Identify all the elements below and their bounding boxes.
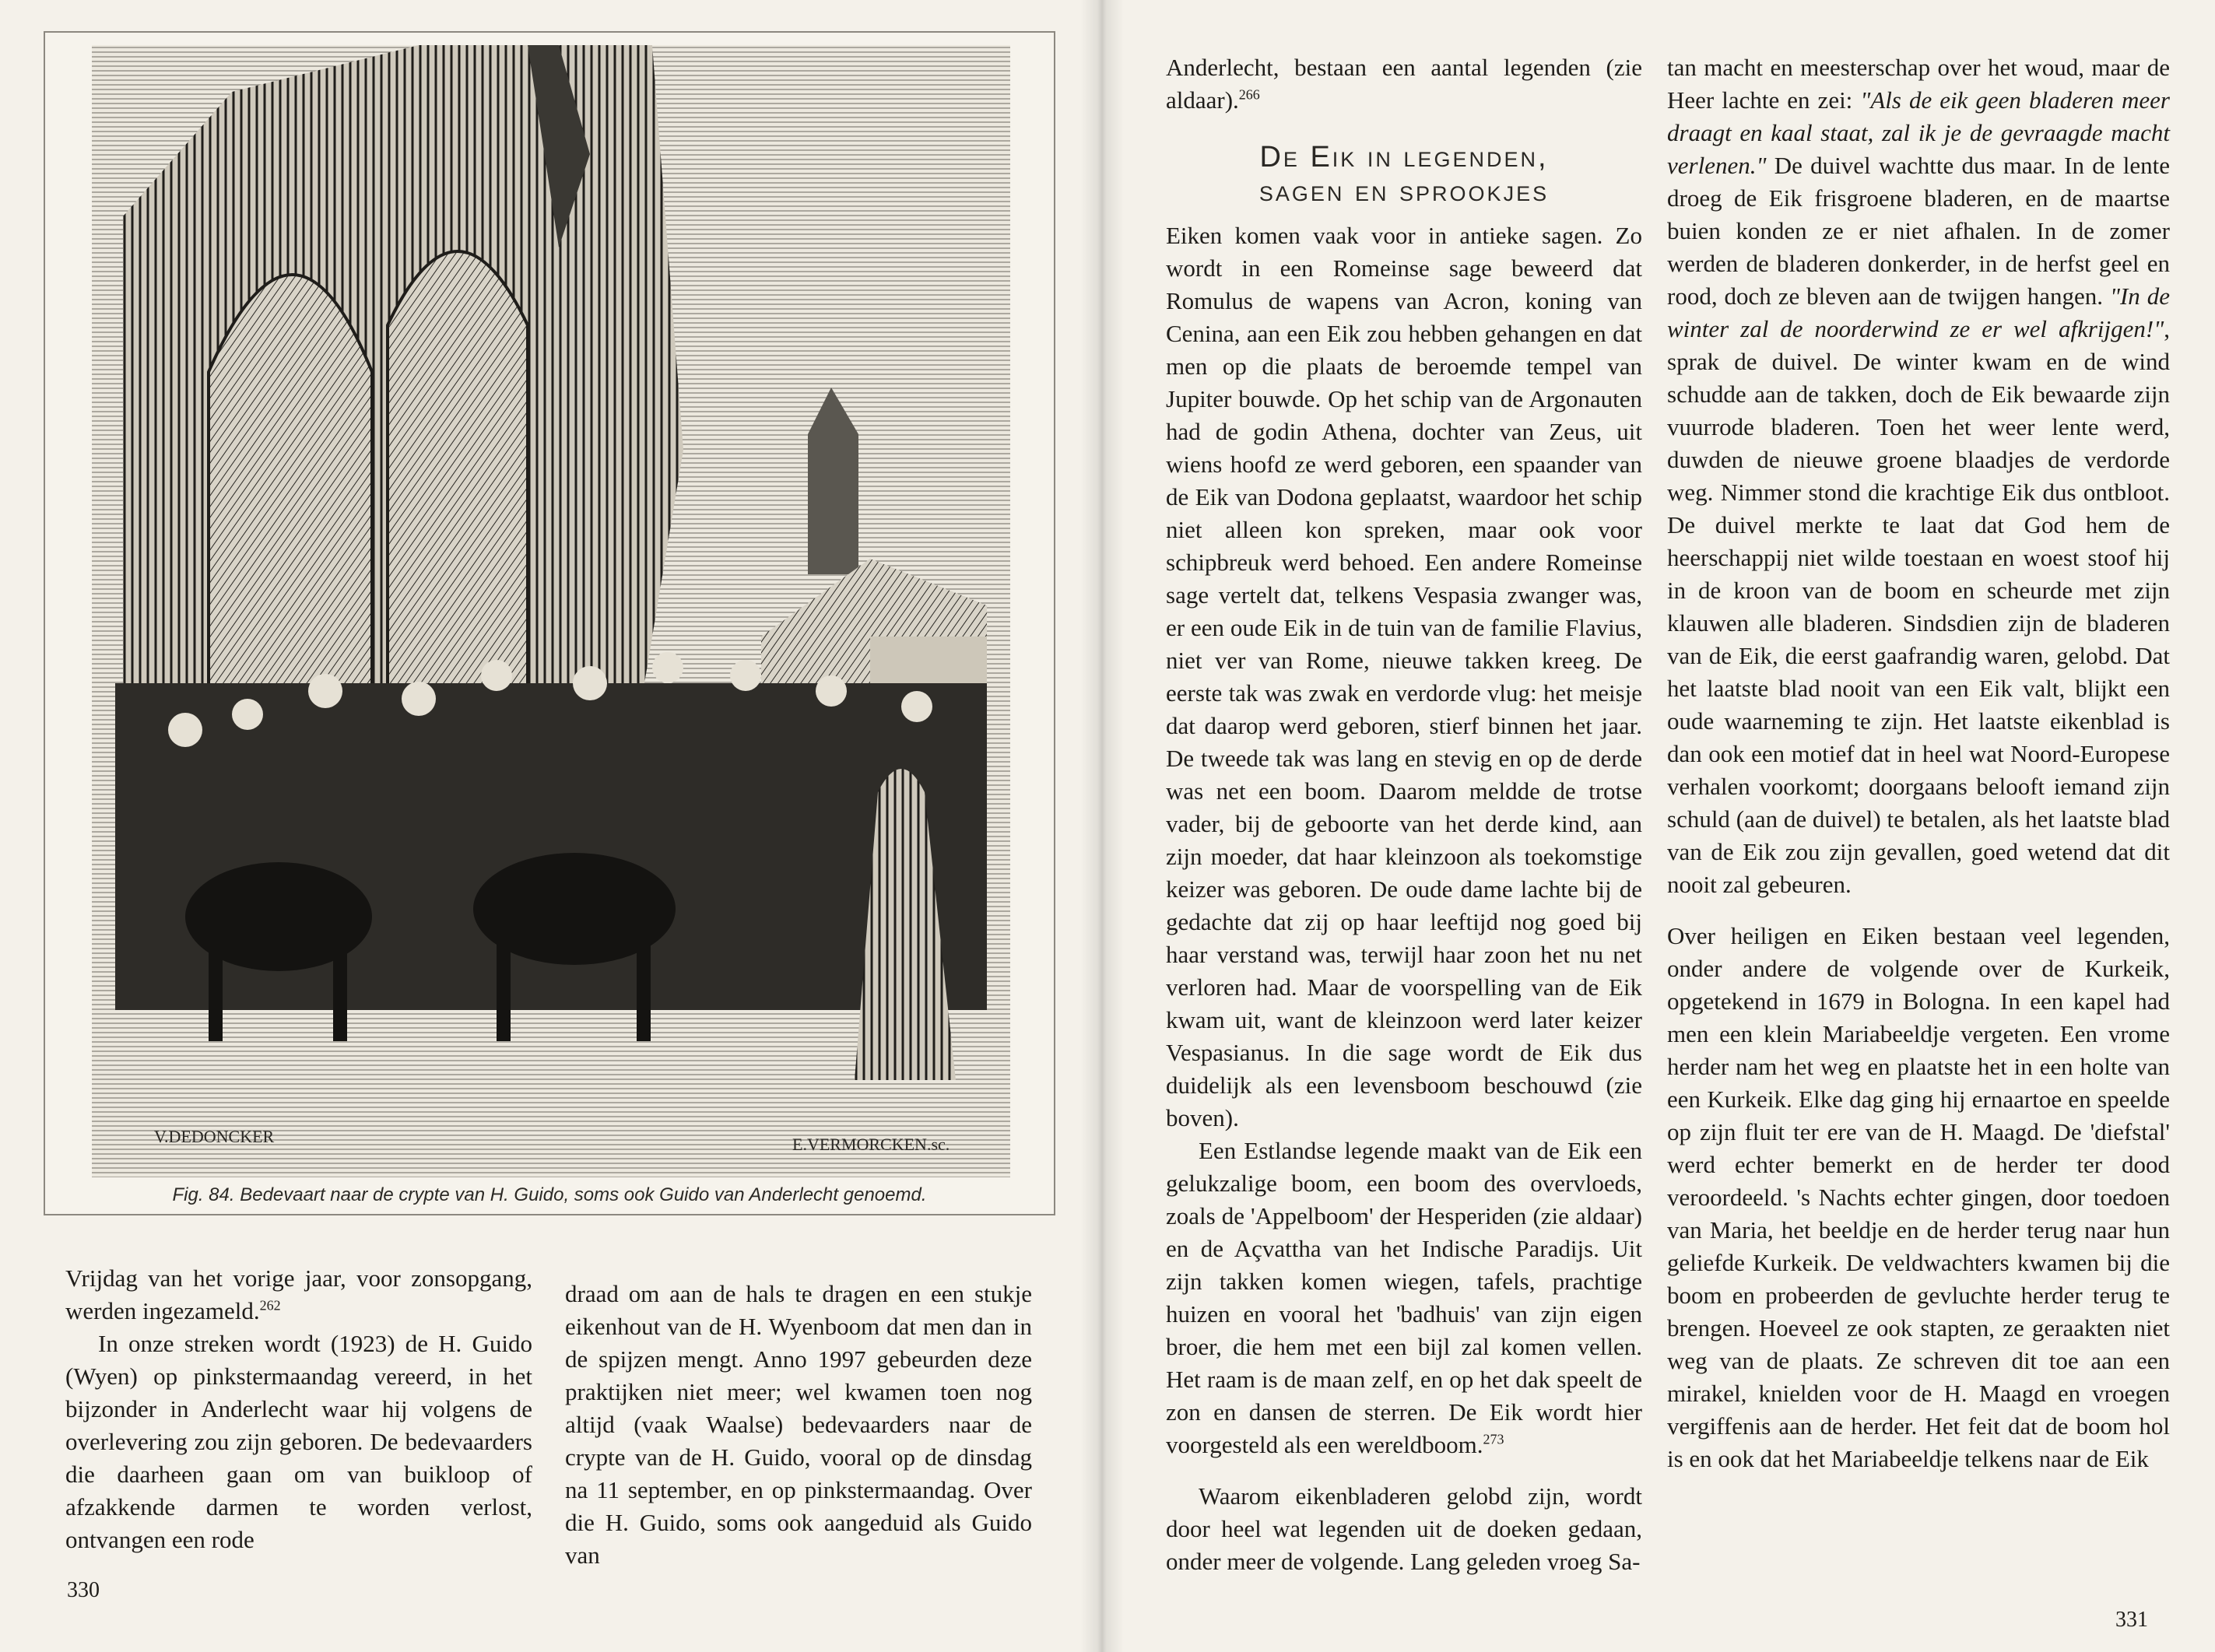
right-column-2 (1667, 51, 2170, 1475)
paragraph: tan macht en meesterschap over het woud, maar de Heer lachte en zei: "Als de eik geen bladeren meer draagt en kaal staat, zal ik je de gevraagde macht verlenen." De duivel wachtte dus maar. In de lente droeg de Eik frisgroene bladeren, en de maartse buien konden ze er niet afhalen. In de zomer werden de bladeren donkerder, in de herfst geel en rood, doch ze bleven aan de twijgen hangen. "In de winter zal de noorderwind ze er wel afkrijgen!", sprak de duivel. De winter kwam en de wind schudde aan de takken, doch de Eik bewaarde zijn vuurrode bladeren. Toen het weer lente werd, duwden de nieuwe groene blaadjes de verdorde weg. Nimmer stond die krachtige Eik dus ontbloot. De duivel merkte te laat dat God hem de heerschappij niet wilde toestaan en woest stoof hij in de kroon van de boom en scheurde met zijn klauwen alle bladeren. Sindsdien zijn de bladeren van de Eik, die eerst gaafrandig waren, gelobd. Dat het laatste blad nooit van een Eik valt, blijkt een oude waarneming te zijn. Het laatste eikenblad is dan ook een motief dat in heel wat Noord-Europese verhalen voorkomt; doorgaans belooft iemand zijn schuld (aan de duivel) te betalen, als het laatste blad van de Eik zou zijn gevallen, goed wetend dat dit nooit zal gebeuren. (1667, 54, 2170, 898)
paragraph: Waarom eikenbladeren gelobd zijn, wordt door heel wat legenden uit de doeken gedaan, onder meer de volgende. Lang geleden vroeg Sa- (1166, 1482, 1642, 1575)
left-page (0, 0, 1099, 1652)
paragraph: Een Estlandse legende maakt van de Eik een gelukzalige boom, een boom des overvloeds, zoals de 'Appelboom' der Hesperiden (zie aldaar) en de Açvattha van het Indische Paradijs. Uit zijn takken komen wiegen, tafels, prachtige huizen en vooral het 'badhuis' van zijn eigen broer, die hem met een bijl zal komen vellen. Het raam is de maan zelf, en op het dak speelt de zon en dansen de sterren. De Eik wordt hier voorgesteld als een wereldboom.$^{273}$ (1166, 1137, 1642, 1458)
left-column-1 (65, 1262, 532, 1556)
page-number-left: 330 (67, 1578, 100, 1602)
figure-frame (44, 31, 1055, 1215)
figure-caption: Fig. 84. Bedevaart naar de crypte van H. Guido, soms ook Guido van Anderlecht genoemd. (172, 1184, 927, 1205)
paragraph: draad om aan de hals te dragen en een stukje eikenhout van de H. Wyenboom dat men dan in de spijzen mengt. Anno 1997 gebeurden deze praktijken niet meer; wel kwamen toen nog altijd (vaak Waalse) bedevaarders naar de crypte van de H. Guido, vooral op de dinsdag na 11 september, en op pinkstermaandag. Over die H. Guido, soms ook aangeduid als Guido van (565, 1280, 1032, 1569)
paragraph: Anderlecht, bestaan een aantal legenden (zie aldaar).$^{266}$ (1166, 54, 1642, 114)
paragraph: Eiken komen vaak voor in antieke sagen. Zo wordt in een Romeinse sage beweerd dat Romulus de wapens van Acron, koning van Cenina, aan een Eik zou hebben gehangen en dat men op die plaats de beroemde tempel van Jupiter bouwde. Op het schip van de Argonauten had de godin Athena, dochter van Zeus, uit wiens hoofd ze werd geboren, een spaander van de Eik van Dodona geplaatst, waardoor het schip niet alleen kon spreken, maar ook voor schipbreuk werd behoed. Een andere Romeinse sage vertelt dat, telkens Vespasia zwanger was, er een oude Eik in de tuin van de familie Flavius, niet ver van Rome, nieuwe takken kreeg. De eerste tak was zwak en verdorde vlug: het meisje dat daarop werd geboren, stierf binnen het jaar. De tweede tak was lang en stevig en op de derde was net een boom. Daarom meldde de trotse vader, bij de geboorte van het derde kind, aan zijn moeder, dat haar kleinzoon als toekomstige keizer was geboren. De oude dame lachte bij de gedachte dat zij op haar leeftijd nog goed bij haar verstand was, terwijl haar zoon het nu net verloren had. Maar de voorspelling van de Eik kwam uit, want de kleinzoon werd later keizer Vespasianus. In die sage wordt de Eik dus duidelijk als een levensboom beschouwd (zie boven). (1166, 222, 1642, 1131)
paragraph: In onze streken wordt (1923) de H. Guido (Wyen) op pinkstermaandag vereerd, in het bijzonder in Anderlecht waar hij volgens de overlevering zou zijn geboren. De bedevaarders die daarheen gaan om van buikloop of afzakkende darmen te worden verlost, ontvangen een rode (65, 1330, 532, 1553)
section-heading: De Eik in legenden, sagen en sprookjes (1258, 141, 1550, 208)
right-column-1 (1166, 51, 1642, 1578)
book-gutter (1080, 0, 1124, 1652)
paragraph: Over heiligen en Eiken bestaan veel legenden, onder andere de volgende over de Kurkeik, opgetekend in 1679 in Bologna. In een kapel had men een klein Mariabeeldje vergeten. Een vrome herder nam het weg en plaatste het in een holte van een Kurkeik. Elke dag ging hij ernaartoe en speelde op zijn fluit ter ere van de H. Maagd. De 'diefstal' werd echter bemerkt en de herder ter dood veroordeeld. 's Nachts echter gingen, door toedoen van Maria, het beeldje en de herder terug naar hun geliefde Kurkeik. De veldwachters kwamen bij die boom en probeerden de gevluchte herder terug te brengen. Hoeveel ze ook stapten, ze geraakten niet weg van de plaats. Ze schreven dit toe aan een mirakel, knielden voor de H. Maagd en vroegen vergiffenis aan de herder. Het feit dat de boom hol is en ook dat het Mariabeeldje telkens naar de Eik (1667, 922, 2170, 1472)
paragraph: Vrijdag van het vorige jaar, voor zonsopgang, werden ingezameld.$^{262}$ (65, 1264, 532, 1324)
left-column-2 (565, 1278, 1032, 1572)
engraving-illustration (92, 45, 1010, 1177)
right-page (1099, 0, 2215, 1652)
engraver-signature-left: V.DEDONCKER (154, 1127, 275, 1146)
page-number-right: 331 (2115, 1608, 2148, 1632)
engraver-signature-right: E.VERMORCKEN.sc. (792, 1135, 950, 1154)
